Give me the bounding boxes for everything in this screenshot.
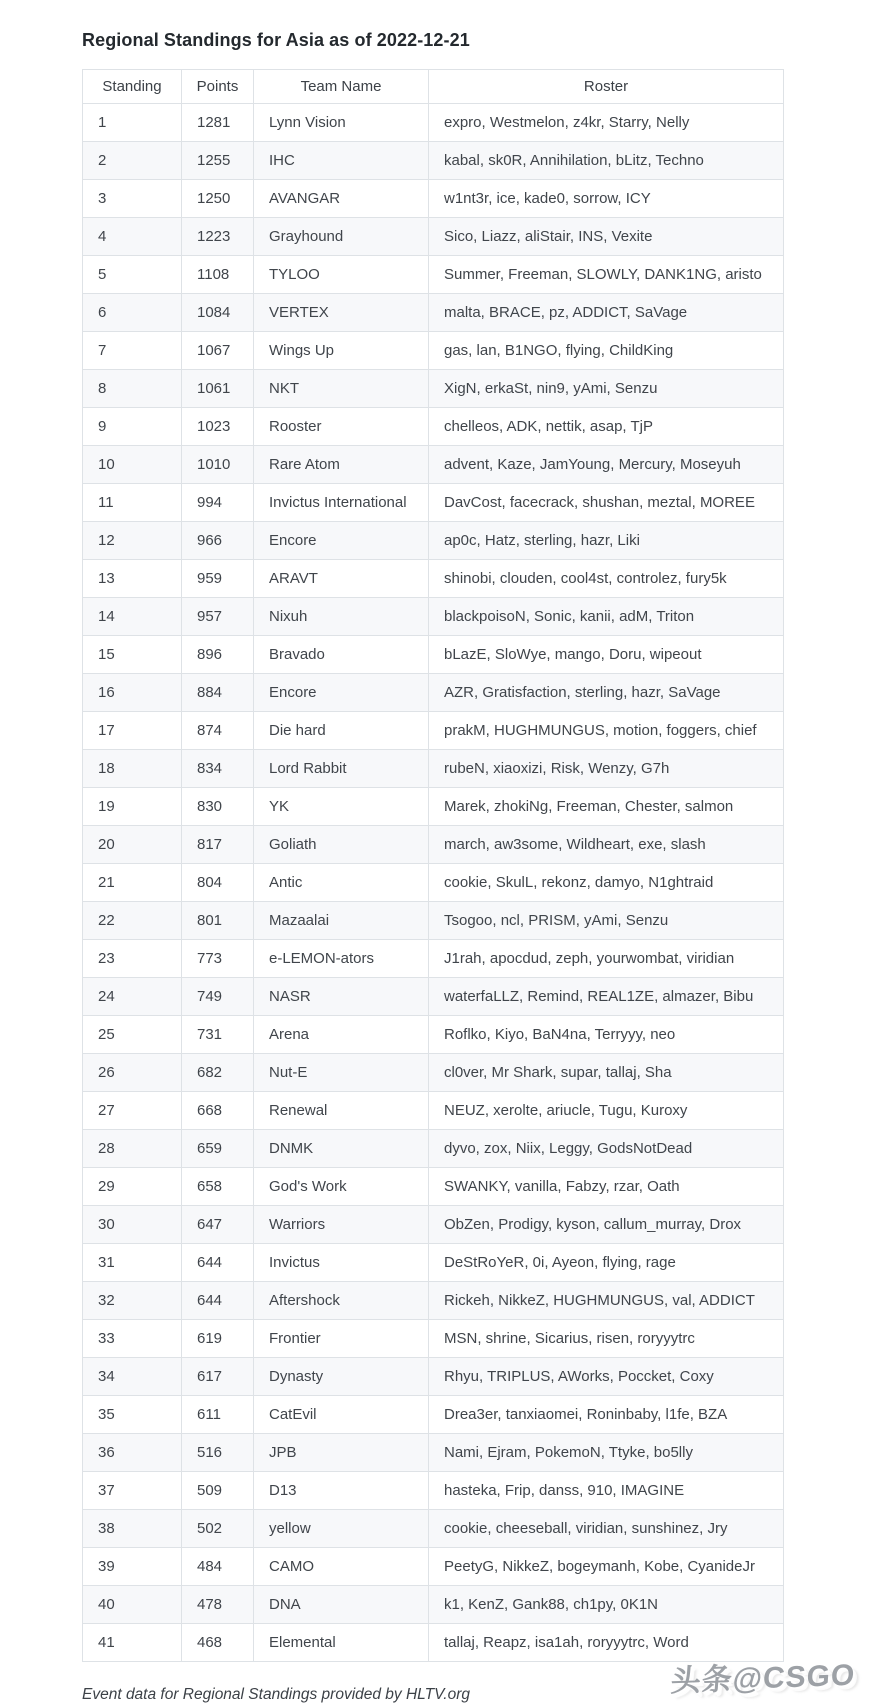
roster-cell: march, aw3some, Wildheart, exe, slash (429, 826, 784, 864)
points-cell: 1023 (182, 408, 254, 446)
standing-cell: 4 (83, 218, 182, 256)
points-cell: 619 (182, 1320, 254, 1358)
roster-cell: SWANKY, vanilla, Fabzy, rzar, Oath (429, 1168, 784, 1206)
table-row (83, 408, 784, 446)
roster-cell: malta, BRACE, pz, ADDICT, SaVage (429, 294, 784, 332)
table-body (83, 104, 784, 1662)
points-cell: 804 (182, 864, 254, 902)
points-cell: 484 (182, 1548, 254, 1586)
table-row (83, 674, 784, 712)
standing-cell: 39 (83, 1548, 182, 1586)
standing-cell: 34 (83, 1358, 182, 1396)
standing-cell: 33 (83, 1320, 182, 1358)
roster-cell: waterfaLLZ, Remind, REAL1ZE, almazer, Bibu (429, 978, 784, 1016)
table-row (83, 750, 784, 788)
points-cell: 874 (182, 712, 254, 750)
points-cell: 468 (182, 1624, 254, 1662)
points-cell: 1108 (182, 256, 254, 294)
table-row (83, 218, 784, 256)
standing-cell: 12 (83, 522, 182, 560)
points-cell: 1067 (182, 332, 254, 370)
table-row (83, 1206, 784, 1244)
table-row (83, 864, 784, 902)
team-cell: CatEvil (254, 1396, 429, 1434)
table-row (83, 1472, 784, 1510)
standing-cell: 29 (83, 1168, 182, 1206)
points-cell: 1255 (182, 142, 254, 180)
points-cell: 502 (182, 1510, 254, 1548)
roster-cell: tallaj, Reapz, isa1ah, roryyytrc, Word (429, 1624, 784, 1662)
standing-cell: 26 (83, 1054, 182, 1092)
points-cell: 830 (182, 788, 254, 826)
roster-cell: cl0ver, Mr Shark, supar, tallaj, Sha (429, 1054, 784, 1092)
team-cell: NASR (254, 978, 429, 1016)
team-cell: Elemental (254, 1624, 429, 1662)
points-cell: 658 (182, 1168, 254, 1206)
roster-cell: ObZen, Prodigy, kyson, callum_murray, Drox (429, 1206, 784, 1244)
points-cell: 1084 (182, 294, 254, 332)
column-header-standing: Standing (83, 70, 182, 104)
points-cell: 509 (182, 1472, 254, 1510)
table-row (83, 940, 784, 978)
team-cell: Lynn Vision (254, 104, 429, 142)
standing-cell: 8 (83, 370, 182, 408)
team-cell: D13 (254, 1472, 429, 1510)
roster-cell: chelleos, ADK, nettik, asap, TjP (429, 408, 784, 446)
standing-cell: 5 (83, 256, 182, 294)
table-row (83, 788, 784, 826)
standing-cell: 22 (83, 902, 182, 940)
standing-cell: 17 (83, 712, 182, 750)
standing-cell: 35 (83, 1396, 182, 1434)
roster-cell: Roflko, Kiyo, BaN4na, Terryyy, neo (429, 1016, 784, 1054)
roster-cell: Sico, Liazz, aliStair, INS, Vexite (429, 218, 784, 256)
team-cell: Mazaalai (254, 902, 429, 940)
standing-cell: 30 (83, 1206, 182, 1244)
roster-cell: Nami, Ejram, PokemoN, Ttyke, bo5lly (429, 1434, 784, 1472)
points-cell: 966 (182, 522, 254, 560)
standing-cell: 14 (83, 598, 182, 636)
header-row (83, 70, 784, 104)
standing-cell: 41 (83, 1624, 182, 1662)
team-cell: yellow (254, 1510, 429, 1548)
table-row (83, 1548, 784, 1586)
table-row (83, 712, 784, 750)
team-cell: NKT (254, 370, 429, 408)
roster-cell: Summer, Freeman, SLOWLY, DANK1NG, aristo (429, 256, 784, 294)
standing-cell: 21 (83, 864, 182, 902)
team-cell: e-LEMON-ators (254, 940, 429, 978)
roster-cell: NEUZ, xerolte, ariucle, Tugu, Kuroxy (429, 1092, 784, 1130)
roster-cell: w1nt3r, ice, kade0, sorrow, ICY (429, 180, 784, 218)
points-cell: 659 (182, 1130, 254, 1168)
team-cell: Antic (254, 864, 429, 902)
table-row (83, 1168, 784, 1206)
points-cell: 478 (182, 1586, 254, 1624)
roster-cell: bLazE, SloWye, mango, Doru, wipeout (429, 636, 784, 674)
points-cell: 817 (182, 826, 254, 864)
points-cell: 1061 (182, 370, 254, 408)
standing-cell: 27 (83, 1092, 182, 1130)
points-cell: 611 (182, 1396, 254, 1434)
table-row (83, 294, 784, 332)
roster-cell: blackpoisoN, Sonic, kanii, adM, Triton (429, 598, 784, 636)
standing-cell: 23 (83, 940, 182, 978)
standing-cell: 2 (83, 142, 182, 180)
team-cell: Frontier (254, 1320, 429, 1358)
standings-table (82, 69, 784, 1662)
roster-cell: cookie, cheeseball, viridian, sunshinez, Jry (429, 1510, 784, 1548)
team-cell: Invictus International (254, 484, 429, 522)
team-cell: DNA (254, 1586, 429, 1624)
roster-cell: hasteka, Frip, danss, 910, IMAGINE (429, 1472, 784, 1510)
column-header-team-name: Team Name (254, 70, 429, 104)
table-row (83, 978, 784, 1016)
team-cell: Nixuh (254, 598, 429, 636)
table-row (83, 1282, 784, 1320)
roster-cell: DeStRoYeR, 0i, Ayeon, flying, rage (429, 1244, 784, 1282)
points-cell: 516 (182, 1434, 254, 1472)
points-cell: 647 (182, 1206, 254, 1244)
standing-cell: 13 (83, 560, 182, 598)
table-row (83, 1016, 784, 1054)
points-cell: 749 (182, 978, 254, 1016)
roster-cell: Rhyu, TRIPLUS, AWorks, Poccket, Coxy (429, 1358, 784, 1396)
table-row (83, 332, 784, 370)
team-cell: Arena (254, 1016, 429, 1054)
roster-cell: AZR, Gratisfaction, sterling, hazr, SaVage (429, 674, 784, 712)
standing-cell: 16 (83, 674, 182, 712)
points-cell: 1010 (182, 446, 254, 484)
standing-cell: 18 (83, 750, 182, 788)
team-cell: Invictus (254, 1244, 429, 1282)
team-cell: AVANGAR (254, 180, 429, 218)
table-row (83, 370, 784, 408)
standing-cell: 37 (83, 1472, 182, 1510)
table-row (83, 180, 784, 218)
points-cell: 1250 (182, 180, 254, 218)
team-cell: TYLOO (254, 256, 429, 294)
table-row (83, 1358, 784, 1396)
team-cell: Goliath (254, 826, 429, 864)
team-cell: Encore (254, 522, 429, 560)
standing-cell: 11 (83, 484, 182, 522)
standing-cell: 20 (83, 826, 182, 864)
points-cell: 617 (182, 1358, 254, 1396)
standing-cell: 19 (83, 788, 182, 826)
roster-cell: Rickeh, NikkeZ, HUGHMUNGUS, val, ADDICT (429, 1282, 784, 1320)
roster-cell: DavCost, facecrack, shushan, meztal, MOREE (429, 484, 784, 522)
table-row (83, 1054, 784, 1092)
team-cell: Grayhound (254, 218, 429, 256)
team-cell: JPB (254, 1434, 429, 1472)
points-cell: 1281 (182, 104, 254, 142)
roster-cell: k1, KenZ, Gank88, ch1py, 0K1N (429, 1586, 784, 1624)
watermark: 头条@CSGO (670, 1658, 857, 1699)
table-row (83, 826, 784, 864)
roster-cell: gas, lan, B1NGO, flying, ChildKing (429, 332, 784, 370)
team-cell: Rare Atom (254, 446, 429, 484)
team-cell: CAMO (254, 1548, 429, 1586)
standing-cell: 1 (83, 104, 182, 142)
points-cell: 801 (182, 902, 254, 940)
roster-cell: J1rah, apocdud, zeph, yourwombat, viridian (429, 940, 784, 978)
team-cell: Bravado (254, 636, 429, 674)
table-row (83, 1320, 784, 1358)
points-cell: 994 (182, 484, 254, 522)
team-cell: Renewal (254, 1092, 429, 1130)
column-header-points: Points (182, 70, 254, 104)
team-cell: God's Work (254, 1168, 429, 1206)
points-cell: 682 (182, 1054, 254, 1092)
roster-cell: shinobi, clouden, cool4st, controlez, fury5k (429, 560, 784, 598)
team-cell: YK (254, 788, 429, 826)
roster-cell: Tsogoo, ncl, PRISM, yAmi, Senzu (429, 902, 784, 940)
points-cell: 644 (182, 1282, 254, 1320)
team-cell: Aftershock (254, 1282, 429, 1320)
table-row (83, 522, 784, 560)
footer-note: Event data for Regional Standings provided by HLTV.org (82, 1686, 471, 1703)
table-row (83, 1130, 784, 1168)
table-row (83, 560, 784, 598)
standing-cell: 38 (83, 1510, 182, 1548)
table-row (83, 598, 784, 636)
points-cell: 731 (182, 1016, 254, 1054)
roster-cell: dyvo, zox, Niix, Leggy, GodsNotDead (429, 1130, 784, 1168)
standing-cell: 32 (83, 1282, 182, 1320)
points-cell: 773 (182, 940, 254, 978)
page-title: Regional Standings for Asia as of 2022-12-21 (82, 30, 470, 50)
team-cell: Wings Up (254, 332, 429, 370)
table-row (83, 636, 784, 674)
roster-cell: cookie, SkulL, rekonz, damyo, N1ghtraid (429, 864, 784, 902)
team-cell: DNMK (254, 1130, 429, 1168)
team-cell: IHC (254, 142, 429, 180)
table-row (83, 1434, 784, 1472)
table-row (83, 1244, 784, 1282)
standing-cell: 15 (83, 636, 182, 674)
roster-cell: expro, Westmelon, z4kr, Starry, Nelly (429, 104, 784, 142)
roster-cell: MSN, shrine, Sicarius, risen, roryyytrc (429, 1320, 784, 1358)
standing-cell: 7 (83, 332, 182, 370)
table-row (83, 256, 784, 294)
standing-cell: 31 (83, 1244, 182, 1282)
standing-cell: 28 (83, 1130, 182, 1168)
table-row (83, 104, 784, 142)
roster-cell: Marek, zhokiNg, Freeman, Chester, salmon (429, 788, 784, 826)
table-row (83, 142, 784, 180)
roster-cell: PeetyG, NikkeZ, bogeymanh, Kobe, CyanideJr (429, 1548, 784, 1586)
team-cell: Rooster (254, 408, 429, 446)
standing-cell: 36 (83, 1434, 182, 1472)
table-row (83, 446, 784, 484)
points-cell: 959 (182, 560, 254, 598)
table-row (83, 484, 784, 522)
standing-cell: 40 (83, 1586, 182, 1624)
points-cell: 1223 (182, 218, 254, 256)
roster-cell: rubeN, xiaoxizi, Risk, Wenzy, G7h (429, 750, 784, 788)
column-header-roster: Roster (429, 70, 784, 104)
table-row (83, 1586, 784, 1624)
standing-cell: 10 (83, 446, 182, 484)
table-row (83, 902, 784, 940)
team-cell: VERTEX (254, 294, 429, 332)
team-cell: Dynasty (254, 1358, 429, 1396)
team-cell: Warriors (254, 1206, 429, 1244)
roster-cell: kabal, sk0R, Annihilation, bLitz, Techno (429, 142, 784, 180)
table-header (83, 70, 784, 104)
roster-cell: prakM, HUGHMUNGUS, motion, foggers, chief (429, 712, 784, 750)
points-cell: 957 (182, 598, 254, 636)
team-cell: Lord Rabbit (254, 750, 429, 788)
table-row (83, 1510, 784, 1548)
standing-cell: 6 (83, 294, 182, 332)
team-cell: Nut-E (254, 1054, 429, 1092)
team-cell: ARAVT (254, 560, 429, 598)
points-cell: 834 (182, 750, 254, 788)
team-cell: Die hard (254, 712, 429, 750)
roster-cell: ap0c, Hatz, sterling, hazr, Liki (429, 522, 784, 560)
points-cell: 896 (182, 636, 254, 674)
team-cell: Encore (254, 674, 429, 712)
table-row (83, 1396, 784, 1434)
standing-cell: 24 (83, 978, 182, 1016)
standing-cell: 3 (83, 180, 182, 218)
standing-cell: 9 (83, 408, 182, 446)
roster-cell: advent, Kaze, JamYoung, Mercury, Moseyuh (429, 446, 784, 484)
roster-cell: XigN, erkaSt, nin9, yAmi, Senzu (429, 370, 784, 408)
table-row (83, 1092, 784, 1130)
roster-cell: Drea3er, tanxiaomei, Roninbaby, l1fe, BZA (429, 1396, 784, 1434)
standing-cell: 25 (83, 1016, 182, 1054)
points-cell: 644 (182, 1244, 254, 1282)
points-cell: 884 (182, 674, 254, 712)
points-cell: 668 (182, 1092, 254, 1130)
